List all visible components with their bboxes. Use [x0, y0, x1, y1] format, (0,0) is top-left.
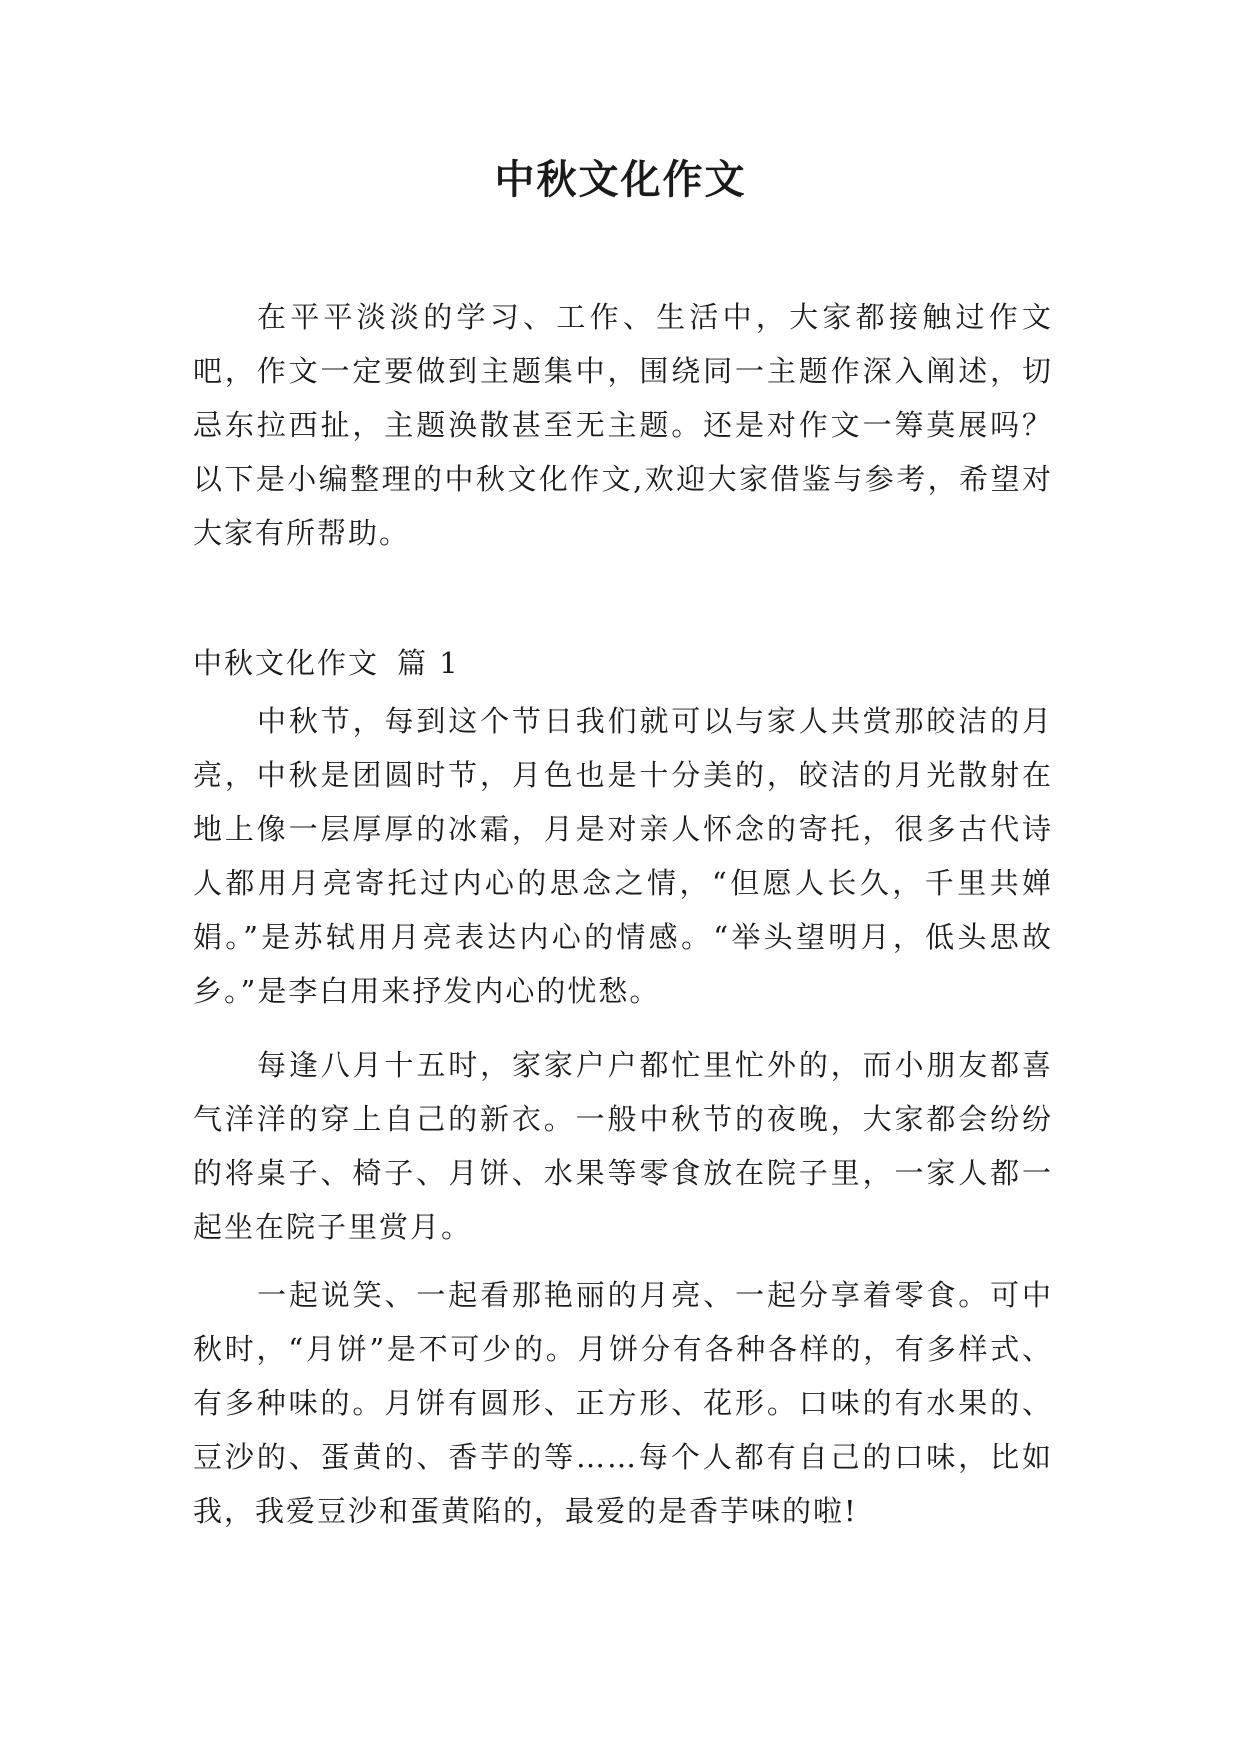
- section-heading: [193, 636, 460, 690]
- section-heading-title: 中秋文化作文: [193, 646, 380, 680]
- body-paragraph: 一起说笑、一起看那艳丽的月亮、一起分享着零食。可中秋时，“月饼”是不可少的。月饼分有各种各样的，有多样式、有多种味的。月饼有圆形、正方形、花形。口味的有水果的、豆沙的、蛋黄的、香芋的等……每个人都有自己的口味，比如我，我爱豆沙和蛋黄陷的，最爱的是香芋味的啦!: [193, 1278, 1053, 1528]
- body-paragraph: 中秋节，每到这个节日我们就可以与家人共赏那皎洁的月亮，中秋是团圆时节，月色也是十分美的，皎洁的月光散射在地上像一层厚厚的冰霜，月是对亲人怀念的寄托，很多古代诗人都用月亮寄托过内心的思念之情，“但愿人长久，千里共婵娟。”是苏轼用月亮表达内心的情感。“举头望明月，低头思故乡。”是李白用来抒发内心的忧愁。: [193, 704, 1053, 1008]
- section-heading-number: 篇 1: [397, 646, 460, 680]
- body-paragraph: 每逢八月十五时，家家户户都忙里忙外的，而小朋友都喜气洋洋的穿上自己的新衣。一般中秋节的夜晚，大家都会纷纷的将桌子、椅子、月饼、水果等零食放在院子里，一家人都一起坐在院子里赏月。: [193, 1048, 1053, 1244]
- page-title: 中秋文化作文: [494, 156, 747, 203]
- intro-paragraph: 在平平淡淡的学习、工作、生活中，大家都接触过作文吧，作文一定要做到主题集中，围绕同一主题作深入阐述，切忌东拉西扯，主题涣散甚至无主题。还是对作文一筹莫展吗？以下是小编整理的中秋文化作文,欢迎大家借鉴与参考，希望对大家有所帮助。: [193, 300, 1053, 550]
